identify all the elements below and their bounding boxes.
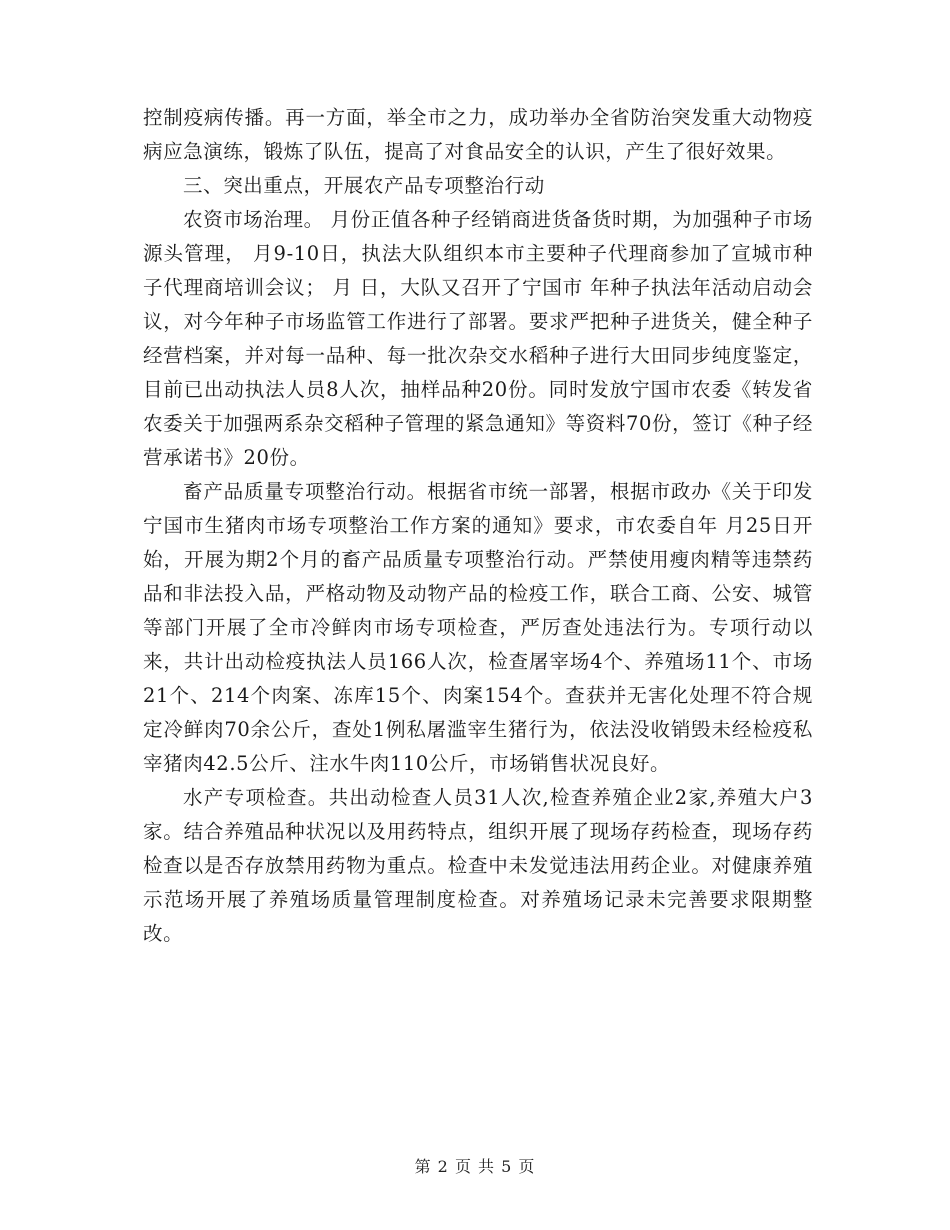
paragraph-livestock: 畜产品质量专项整治行动。根据省市统一部署，根据市政办《关于印发宁国市生猪肉市场专项整治工作方案的通知》要求，市农委自年 月25日开始，开展为期2个月的畜产品质量专项整治行动。严禁使用瘦肉精等违禁药品和非法投入品，严格动物及动物产品的检疫工作，联合工商、公安、城管等部门开展了全市冷鲜肉市场专项检查，严厉查处违法行为。专项行动以来，共计出动检疫执法人员166人次，检查屠宰场4个、养殖场11个、市场21个、214个肉案、冻库15个、肉案154个。查获并无害化处理不符合规定冷鲜肉70余公斤，查处1例私屠滥宰生猪行为，依法没收销毁未经检疫私宰猪肉42.5公斤、注水牛肉110公斤，市场销售状况良好。 — [143, 480, 813, 775]
document-body — [143, 101, 813, 951]
page-number-label: 第 2 页 共 5 页 — [414, 1157, 536, 1176]
paragraph-agri-market: 农资市场治理。 月份正值各种子经销商进货备货时期，为加强种子市场源头管理， 月9-10日，执法大队组织本市主要种子代理商参加了宣城市种子代理商培训会议； 月 日，大队又召开了宁国市 年种子执法年活动启动会议，对今年种子市场监管工作进行了部署。要求严把种子进货关，健全种子经营档案，并对每一品种、每一批次杂交水稻种子进行大田同步纯度鉴定，目前已出动执法人员8人次，抽样品种20份。同时发放宁国市农委《转发省农委关于加强两系杂交稻种子管理的紧急通知》等资料70份，签订《种子经营承诺书》20份。 — [143, 208, 813, 469]
section-heading: 三、突出重点，开展农产品专项整治行动 — [183, 174, 545, 197]
page-footer — [0, 1154, 950, 1177]
paragraph-continuation: 控制疫病传播。再一方面，举全市之力，成功举办全省防治突发重大动物疫病应急演练，锻炼了队伍，提高了对食品安全的认识，产生了很好效果。 — [143, 106, 813, 163]
paragraph-aquatic: 水产专项检查。共出动检查人员31人次,检查养殖企业2家,养殖大户3家。结合养殖品种状况以及用药特点，组织开展了现场存药检查，现场存药检查以是否存放禁用药物为重点。检查中未发觉违法用药企业。对健康养殖示范场开展了养殖场质量管理制度检查。对养殖场记录未完善要求限期整改。 — [143, 786, 813, 945]
